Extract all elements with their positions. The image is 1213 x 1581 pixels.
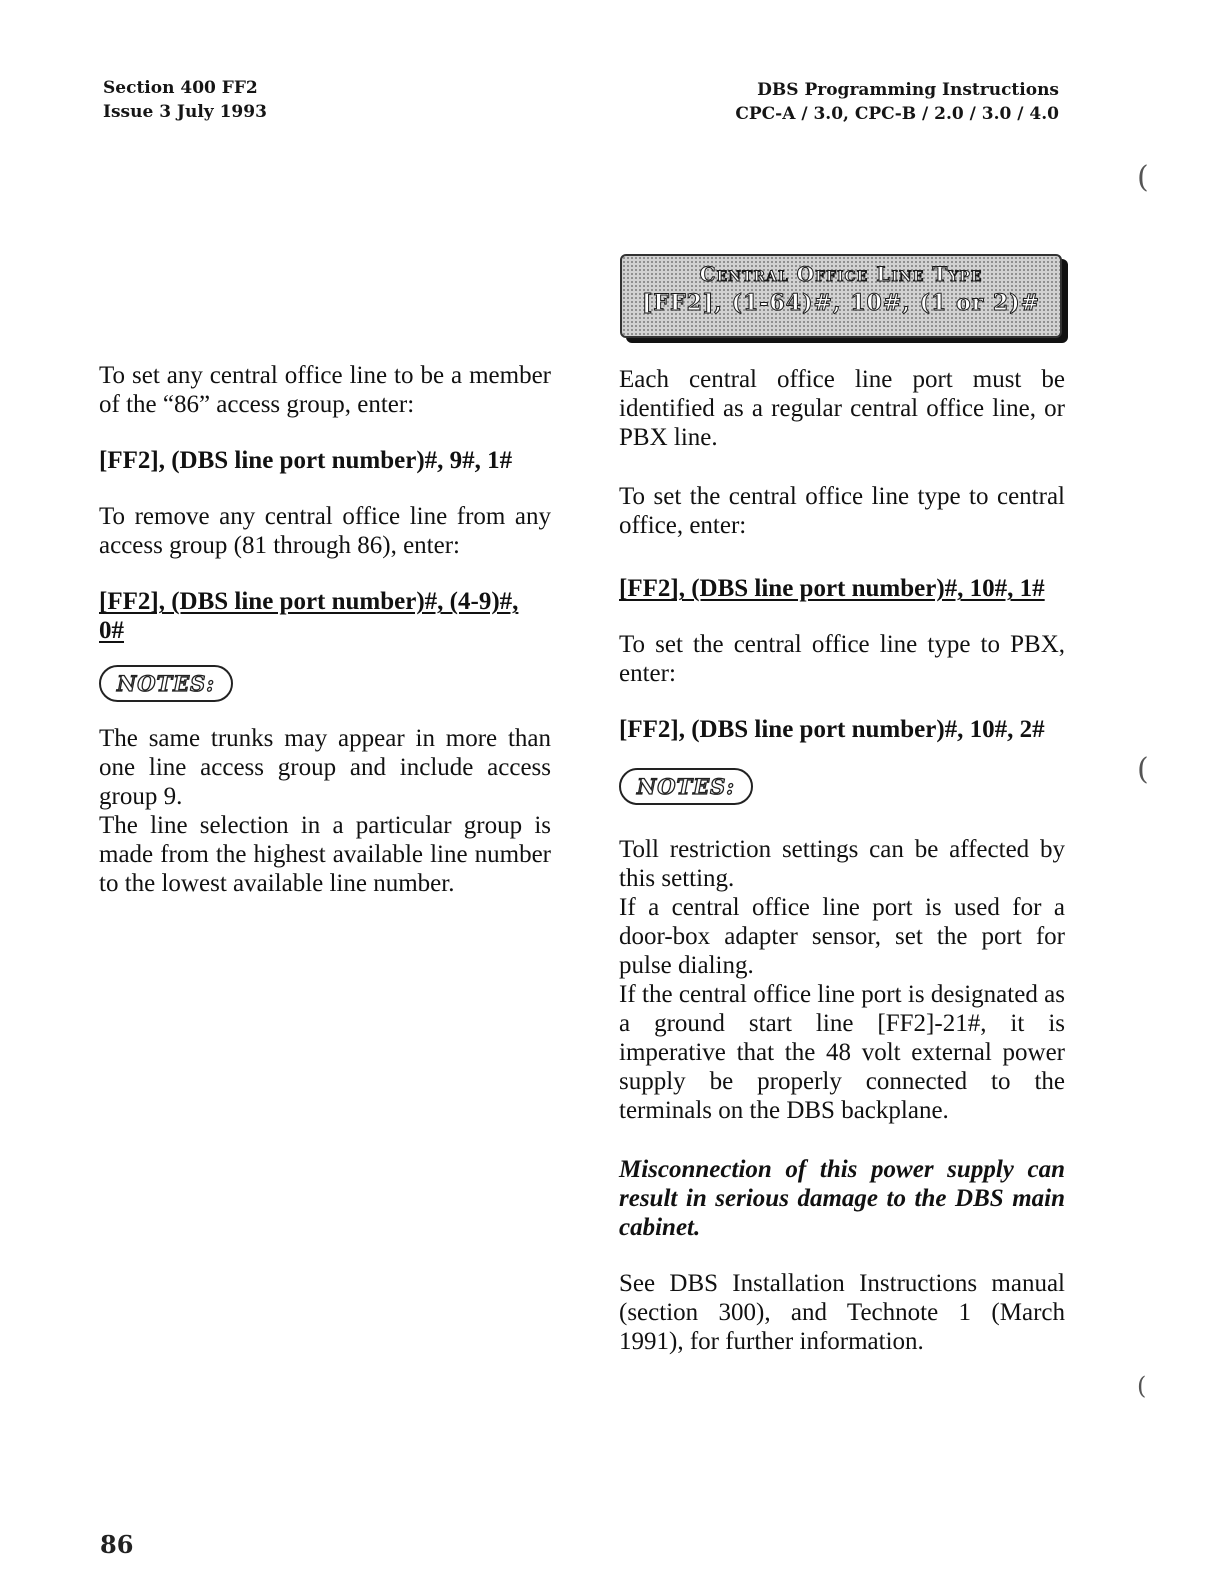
- notes-badge-wrap: [99, 665, 551, 702]
- notes-badge-wrap: [619, 768, 1065, 805]
- note: Toll restriction settings can be affected by this setting.: [619, 836, 1065, 892]
- paragraph: To set the central office line type to central office, enter:: [619, 483, 1065, 539]
- command-line: [FF2], (DBS line port number)#, 10#, 2#: [619, 716, 1045, 743]
- margin-mark: (: [1137, 160, 1149, 195]
- warning: Misconnection of this power supply can result in serious damage to the DBS main cabinet.: [619, 1156, 1065, 1241]
- feature-title-box: [620, 254, 1062, 338]
- command-line: [FF2], (DBS line port number)#, 9#, 1#: [99, 447, 513, 474]
- page-number: 86: [100, 1530, 134, 1559]
- doc-title: DBS Programming Instructions: [757, 80, 1059, 100]
- section-label: Section 400 FF2: [103, 78, 258, 98]
- feature-title: Central Office Line Type: [699, 262, 983, 286]
- feature-syntax: [FF2], (1-64)#, 10#, (1 or 2)#: [641, 290, 1041, 316]
- note: If a central office line port is used for a door-box adapter sensor, set the port for pulse dialing.: [619, 894, 1065, 979]
- command-line-part: 0#: [99, 617, 124, 644]
- paragraph: To set the central office line type to PBX, enter:: [619, 631, 1065, 687]
- right-column: [619, 365, 1065, 1356]
- margin-mark: (: [1137, 752, 1149, 787]
- header-right: [735, 78, 1059, 126]
- margin-mark: (: [1137, 1372, 1147, 1400]
- issue-date: Issue 3 July 1993: [103, 102, 267, 122]
- notes-badge: NOTES:: [619, 768, 753, 805]
- command-line-part: [FF2], (DBS line port number)#, (4-9)#,: [99, 588, 519, 615]
- header-left: [103, 76, 267, 124]
- notes-badge: NOTES:: [99, 665, 233, 702]
- command-line: [99, 587, 551, 645]
- note: If the central office line port is designated as a ground start line [FF2]-21#, it is imperative that the 48 volt external power supply be properly connected to the terminals on the DBS backplane.: [619, 981, 1065, 1124]
- left-column: [99, 361, 551, 898]
- paragraph: To set any central office line to be a member of the “86” access group, enter:: [99, 362, 551, 418]
- note: The same trunks may appear in more than one line access group and include access group 9.: [99, 725, 551, 810]
- paragraph: Each central office line port must be identified as a regular central office line, or PBX line.: [619, 366, 1065, 451]
- paragraph: To remove any central office line from any access group (81 through 86), enter:: [99, 503, 551, 559]
- note: The line selection in a particular group is made from the highest available line number to the lowest available line number.: [99, 812, 551, 897]
- doc-versions: CPC-A / 3.0, CPC-B / 2.0 / 3.0 / 4.0: [735, 104, 1059, 124]
- command-line: [FF2], (DBS line port number)#, 10#, 1#: [619, 575, 1045, 602]
- paragraph: See DBS Installation Instructions manual (section 300), and Technote 1 (March 1991), for further information.: [619, 1270, 1065, 1355]
